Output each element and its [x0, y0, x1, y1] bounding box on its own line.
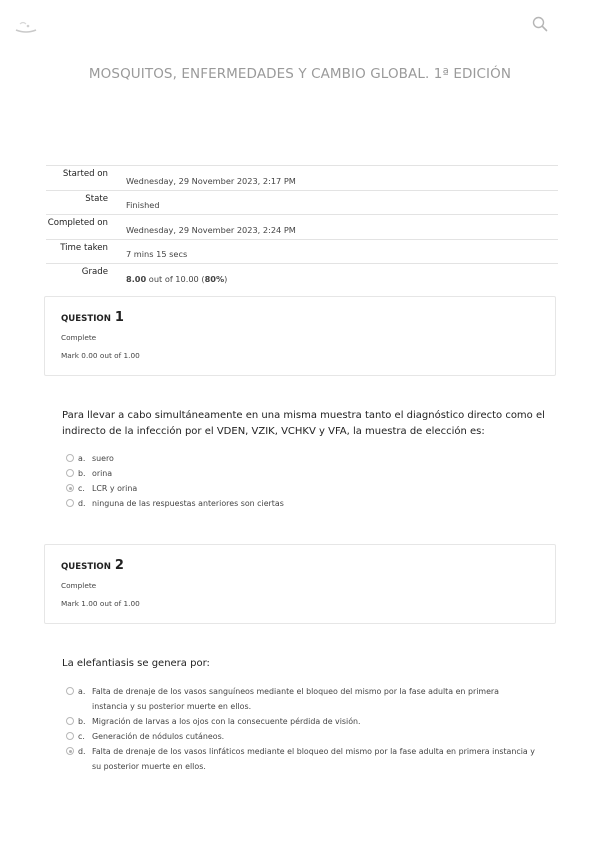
- completed-row: [46, 215, 558, 240]
- question-2-mark: Mark 1.00 out of 1.00: [61, 599, 140, 608]
- search-icon[interactable]: [532, 16, 548, 32]
- question-2-answers: [66, 684, 536, 774]
- grade-percent: 80%: [204, 274, 225, 284]
- answer-letter: b.: [78, 469, 86, 478]
- answer-option-b[interactable]: [66, 466, 284, 481]
- question-label: QUESTION: [61, 314, 111, 324]
- question-2-info: [44, 544, 556, 624]
- completed-label: Completed on: [47, 218, 108, 228]
- answer-option-d[interactable]: [66, 496, 284, 511]
- answer-text: Falta de drenaje de los vasos sanguíneos mediante el bloqueo del mismo por la fase adulta en primera instancia y su posterior muerte en ellos.: [92, 687, 500, 711]
- answer-letter: a.: [78, 454, 86, 463]
- grade-score: 8.00: [126, 274, 147, 284]
- radio-button[interactable]: [66, 469, 74, 477]
- answer-text: LCR y orina: [92, 484, 138, 493]
- radio-button[interactable]: [66, 499, 74, 507]
- question-1-mark: Mark 0.00 out of 1.00: [61, 351, 140, 360]
- completed-value: Wednesday, 29 November 2023, 2:24 PM: [126, 224, 296, 235]
- answer-option-c[interactable]: [66, 481, 284, 496]
- answer-letter: b.: [78, 717, 86, 726]
- answer-text: Generación de nódulos cutáneos.: [92, 732, 225, 741]
- started-label: Started on: [62, 169, 108, 179]
- question-1-state: Complete: [61, 333, 97, 342]
- answer-option-a[interactable]: [66, 684, 536, 714]
- radio-button[interactable]: [66, 454, 74, 462]
- radio-button-selected[interactable]: [66, 747, 74, 755]
- answer-option-a[interactable]: [66, 451, 284, 466]
- answer-letter: c.: [78, 484, 85, 493]
- state-value: Finished: [126, 200, 160, 210]
- answer-text: Falta de drenaje de los vasos linfáticos mediante el bloqueo del mismo por la fase adulta en primera instancia y su posterior muerte en ellos.: [92, 747, 535, 771]
- answer-text: Migración de larvas a los ojos con la consecuente pérdida de visión.: [92, 717, 361, 726]
- question-1-heading: [61, 310, 124, 325]
- question-number: 1: [114, 310, 124, 325]
- answer-letter: c.: [78, 732, 85, 741]
- question-2-state: Complete: [61, 581, 97, 590]
- answer-option-b[interactable]: [66, 714, 536, 729]
- question-2-heading: [61, 558, 124, 573]
- question-label: QUESTION: [61, 562, 111, 572]
- answer-letter: a.: [78, 687, 86, 696]
- answer-option-c[interactable]: [66, 729, 536, 744]
- grade-label: Grade: [81, 267, 108, 277]
- answer-option-d[interactable]: [66, 744, 536, 774]
- answer-letter: d.: [78, 499, 86, 508]
- time-value: 7 mins 15 secs: [126, 249, 188, 259]
- state-row: [46, 190, 558, 215]
- state-label: State: [85, 193, 108, 204]
- grade-value: [120, 264, 558, 289]
- time-label: Time taken: [60, 242, 108, 253]
- grade-out-of: out of 10.00 (: [146, 274, 205, 284]
- answer-text: ninguna de las respuestas anteriores son ciertas: [92, 499, 284, 508]
- started-value: Wednesday, 29 November 2023, 2:17 PM: [126, 175, 296, 186]
- question-number: 2: [114, 558, 124, 573]
- logo-icon[interactable]: [14, 20, 38, 34]
- grade-row: [46, 264, 558, 289]
- attempt-summary-table: [46, 165, 558, 288]
- radio-button[interactable]: [66, 732, 74, 740]
- course-title: MOSQUITOS, ENFERMEDADES Y CAMBIO GLOBAL. 1ª EDICIÓN: [88, 66, 512, 82]
- answer-text: orina: [92, 469, 113, 478]
- answer-text: suero: [92, 454, 114, 463]
- grade-close: ): [224, 274, 228, 284]
- question-1-answers: [66, 451, 284, 511]
- radio-button[interactable]: [66, 687, 74, 695]
- answer-letter: d.: [78, 747, 86, 756]
- question-1-text: Para llevar a cabo simultáneamente en una misma muestra tanto el diagnóstico directo como el indirecto de la infección por el VDEN, VZIK, VCHKV y VFA, la muestra de elección es:: [62, 410, 545, 437]
- time-row: [46, 239, 558, 264]
- radio-button[interactable]: [66, 717, 74, 725]
- question-1-info: [44, 296, 556, 376]
- started-row: [46, 166, 558, 191]
- radio-button-selected[interactable]: [66, 484, 74, 492]
- question-2-text: La elefantiasis se genera por:: [62, 658, 210, 669]
